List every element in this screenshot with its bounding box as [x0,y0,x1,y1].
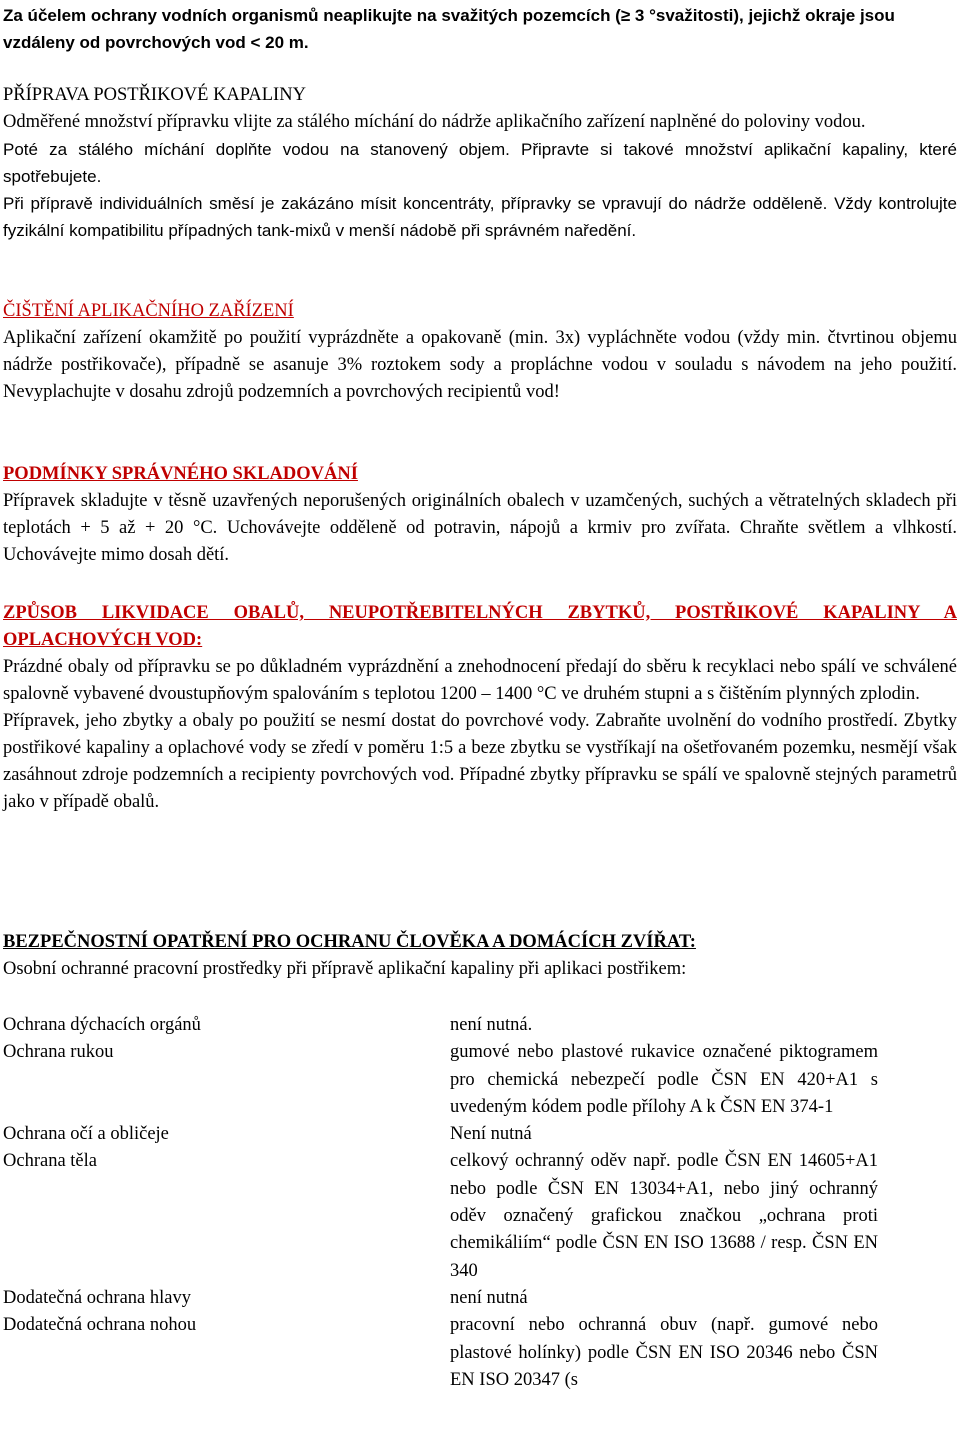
storage-heading: PODMÍNKY SPRÁVNÉHO SKLADOVÁNÍ [3,464,358,484]
preparation-text-1 [3,109,957,136]
ppe-row [3,1012,957,1039]
preparation-p2: Poté za stálého míchání doplňte vodou na stanovený objem. Připravte si takové množství aplikační kapaliny, které spotřebujete. [3,140,957,186]
ppe-label: Ochrana dýchacích orgánů [3,1015,201,1035]
ppe-row [3,1039,957,1121]
preparation-text-3 [3,190,957,244]
ppe-value: pracovní nebo ochranná obuv (např. gumové nebo plastové holínky) podle ČSN EN ISO 20346 nebo ČSN EN ISO 20347 (s [450,1315,878,1390]
preparation-p4: Vždy kontrolujte fyzikální kompatibilitu případných tank-mixů v menší nádobě při správném naředění. [3,194,957,240]
ppe-value: celkový ochranný oděv např. podle ČSN EN 14605+A1 nebo podle ČSN EN 13034+A1, nebo jiný ochranný oděv označený grafickou značkou „ochrana proti chemikáliím“ podle ČSN EN ISO 13688 / resp. ČSN EN 340 [450,1151,878,1281]
safety-section [3,929,957,983]
storage-section [3,461,957,569]
ppe-table [3,1012,957,1394]
cleaning-section [3,298,957,406]
ppe-row [3,1148,957,1284]
ppe-value: Není nutná [450,1124,532,1145]
preparation-heading: PŘÍPRAVA POSTŘIKOVÉ KAPALINY [3,85,306,105]
ppe-value: není nutná. [450,1015,533,1035]
preparation-p3: Při přípravě individuálních směsí je zakázáno mísit koncentráty, přípravky se vpravují do nádrže odděleně. [3,194,828,213]
storage-text: Přípravek skladujte v těsně uzavřených neporušených originálních obalech v uzamčených, suchých a větratelných skladech při teplotách + 5 až + 20 °C. Uchovávejte odděleně od potravin, nápojů a krmiv pro zvířata. Chraňte světlem a vlhkostí. Uchovávejte mimo dosah dětí. [3,491,957,565]
disposal-section [3,600,957,816]
preparation-section [3,82,957,244]
safety-subtitle: Osobní ochranné pracovní prostředky při přípravě aplikační kapaliny při aplikaci postřikem: [3,959,687,979]
ppe-label: Dodatečná ochrana hlavy [3,1287,191,1308]
ppe-row [3,1285,957,1312]
ppe-label: Ochrana těla [3,1151,97,1172]
ppe-label: Dodatečná ochrana nohou [3,1315,197,1336]
preparation-text-2 [3,136,957,190]
disposal-text-2: Přípravek, jeho zbytky a obaly po použití se nesmí dostat do povrchové vody. Zabraňte uvolnění do vodního prostředí. Zbytky postřikové kapaliny a oplachové vody se zředí v poměru 1:5 a beze zbytku se vystříkají na ošetřovaném pozemku, nesmějí však zasáhnout zdroje podzemních a recipienty povrchových vod. Případné zbytky přípravku se spálí ve spalovně stejných parametrů jako v případě obalů. [3,711,957,812]
disposal-heading: ZPŮSOB LIKVIDACE OBALŮ, NEUPOTŘEBITELNÝCH ZBYTKŮ, POSTŘIKOVÉ KAPALINY A OPLACHOVÝCH VOD: [3,603,957,650]
cleaning-heading: ČIŠTĚNÍ APLIKAČNÍHO ZAŘÍZENÍ [3,301,294,321]
disposal-text-1: Prázdné obaly od přípravku se po důkladném vyprázdnění a znehodnocení předají do sběru k recyklaci nebo spálí ve schválené spalovně vybavené dvoustupňovým spalováním s teplotou 1200 – 1400 °C ve druhém stupni a s čištěním plynných zplodin. [3,657,957,704]
ppe-label: Ochrana očí a obličeje [3,1124,169,1145]
preparation-p1: Odměřené množství přípravku vlijte za stálého míchání do nádrže aplikačního zařízení naplněné do poloviny vodou. [3,112,866,132]
safety-heading: BEZPEČNOSTNÍ OPATŘENÍ PRO OCHRANU ČLOVĚKA A DOMÁCÍCH ZVÍŘAT: [3,932,696,952]
ppe-value: gumové nebo plastové rukavice označené piktogramem pro chemická nebezpečí podle ČSN EN 420+A1 s uvedeným kódem podle přílohy A k ČSN EN 374-1 [450,1042,878,1117]
ppe-value: není nutná [450,1287,528,1308]
ppe-row [3,1121,957,1148]
ppe-row [3,1312,957,1394]
ppe-label: Ochrana rukou [3,1042,114,1063]
cleaning-text: Aplikační zařízení okamžitě po použití vyprázdněte a opakovaně (min. 3x) vypláchněte vodou (vždy min. čtvrtinou objemu nádrže postřikovače), případně se asanuje 3% roztokem sody a propláchne vodou v souladu s návodem na jeho použití. Nevyplachujte v dosahu zdrojů podzemních a povrchových recipientů vod! [3,328,957,402]
intro-warning: Za účelem ochrany vodních organismů neaplikujte na svažitých pozemcích (≥ 3 °svažitosti), jejichž okraje jsou vzdáleny od povrchových vod < 20 m. [3,6,895,52]
